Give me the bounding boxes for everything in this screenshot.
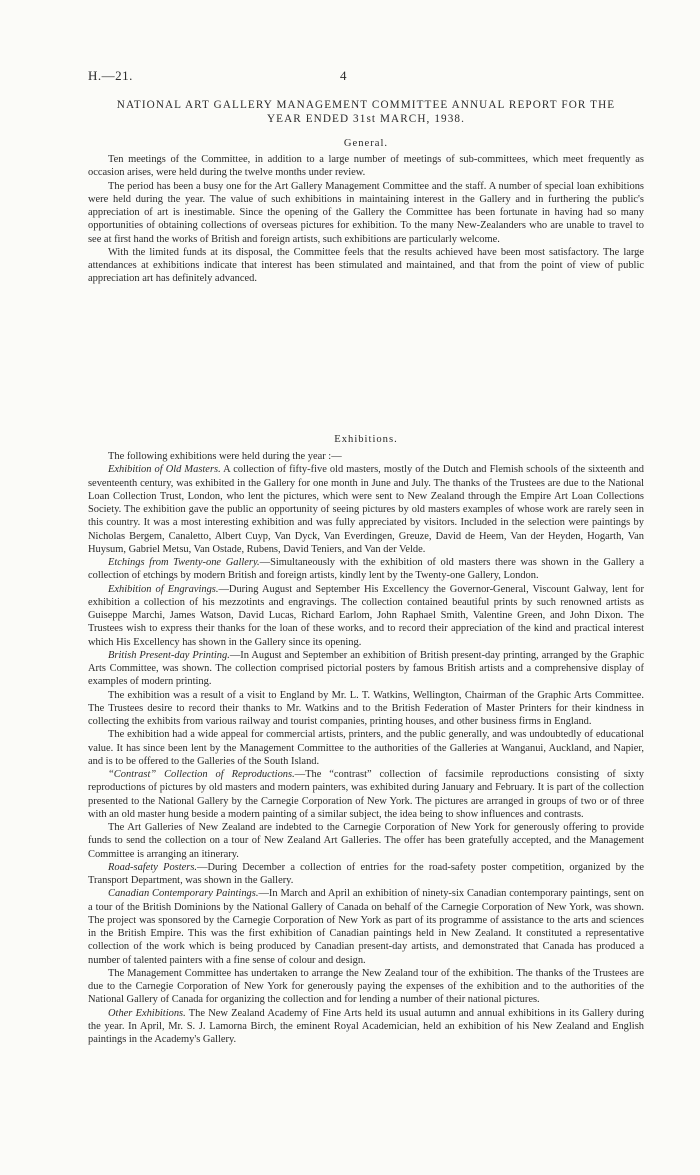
page-reference: H.—21.: [88, 68, 133, 83]
paragraph-text: —The “contrast” collection of facsimile reproductions consisting of sixty reproductions of pictures by old masters and modern painters, was exhibited during January and February. It is part of the collection presented to the National Gallery by the Carnegie Corporation of New York. The pictures are arranged in groups of two or of three with an old master hung beside a modern painting of a similar subject, the idea being to show influences and contrasts.: [88, 769, 644, 820]
paragraph-lead: “Contrast” Collection of Reproductions.: [108, 769, 295, 780]
paragraph-lead: Etchings from Twenty-one Gallery.: [108, 557, 260, 568]
paragraph: [88, 450, 644, 463]
paragraph-lead: Exhibition of Engravings.: [108, 583, 219, 595]
paragraph-lead: Road-safety Posters.: [108, 861, 197, 873]
paragraph: [88, 556, 644, 583]
general-section: [88, 153, 644, 286]
paragraph-text: —During August and September His Excellency the Governor-General, Viscount Galway, lent for exhibition a collection of his mezzotints and engravings. The collection contained beautiful prints by such renowned artists as Guiseppe Marchi, James Watson, David Lucas, Richard Earlom, John Raphael Smith, Valentine Green, and John Dixon. The Trustees wish to express their thanks for the loan of these works, and to record their appreciation of the kind and practical interest which His Excellency has shown in the Gallery since its opening.: [88, 583, 645, 648]
page-number: 4: [340, 68, 347, 83]
exhibitions-section: [88, 450, 644, 1046]
paragraph-text: The Art Galleries of New Zealand are indebted to the Carnegie Corporation of New York for generously offering to provide funds to send the collection on a tour of New Zealand Art Galleries. The offer has been gratefully accepted, and the Management Committee is arranging an itinerary.: [88, 822, 644, 860]
paragraph: Ten meetings of the Committee, in addition to a large number of meetings of sub-committees, which meet frequently as occasion arises, were held during the twelve months under review.: [88, 154, 644, 179]
report-title-line-2: YEAR ENDED 31st MARCH, 1938.: [267, 113, 465, 125]
paragraph: [88, 649, 644, 689]
paragraph: [88, 887, 644, 967]
paragraph: [88, 768, 644, 821]
paragraph-text: —Simultaneously with the exhibition of old masters there was shown in the Gallery a collection of etchings by modern British and foreign artists, kindly lent by the Twenty-one Gallery, London.: [88, 557, 645, 582]
paragraph: [88, 1007, 644, 1047]
paragraph-text: —During December a collection of entries for the road-safety poster competition, organized by the Transport Department, was shown in the Gallery.: [88, 861, 644, 886]
paragraph: [88, 463, 644, 556]
paragraph-text: The exhibition had a wide appeal for commercial artists, printers, and the public generally, and was undoubtedly of educational value. It has since been lent by the Management Committee to the authorities of the Galleries at Wanganui, Auckland, and Napier, and is to be offered to the Galleries of the South Island.: [88, 729, 644, 767]
paragraph-lead: Canadian Contemporary Paintings.: [108, 888, 259, 900]
report-title: [88, 98, 644, 126]
paragraph-text: The New Zealand Academy of Fine Arts held its usual autumn and annual exhibitions in its Gallery during the year. In April, Mr. S. J. Lamorna Birch, the eminent Royal Academician, held an exhibition of his New Zealand and English paintings in the Academy's Gallery.: [88, 1007, 644, 1045]
paragraph: [88, 821, 644, 861]
paragraph-lead: Exhibition of Old Masters.: [108, 464, 221, 476]
section-heading-exhibitions: Exhibitions.: [334, 434, 398, 445]
paragraph-text: The Management Committee has undertaken to arrange the New Zealand tour of the exhibition. The thanks of the Trustees are due to the Carnegie Corporation of New York for generously paying the expenses of the exhibition and to the authorities of the National Gallery of Canada for organizing the collection and for lending a number of their national pictures.: [88, 967, 644, 1006]
paragraph-lead: Other Exhibitions.: [108, 1007, 186, 1019]
paragraph-text: —In August and September an exhibition of British present-day printing, arranged by the Graphic Arts Committee, was shown. The collection comprised pictorial posters by famous British artists and a comprehensive display of examples of modern printing.: [88, 649, 644, 688]
paragraph: [88, 689, 644, 729]
paragraph: [88, 728, 644, 768]
paragraph-text: —In March and April an exhibition of ninety-six Canadian contemporary paintings, sent on a tour of the British Dominions by the National Gallery of Canada on behalf of the Carnegie Corporation of New York, was shown. The project was sponsored by the Carnegie Corporation of New York as part of its programme of assistance to the arts and sciences in the British Empire. This was the first exhibition of Canadian paintings held in New Zealand. It constituted a representative collection of the work which is being produced by Canadian present-day artists, and demonstrated that Canada has produced a number of talented painters with a fine sense of colour and design.: [88, 888, 644, 966]
paragraph-text: A collection of fifty-five old masters, mostly of the Dutch and Flemish schools of the sixteenth and seventeenth century, was exhibited in the Gallery for one month in June and July. The thanks of the Trustees are due to the National Loan Collection Trust, London, who lent the pictures, which were sent to New Zealand through the Empire Art Loan Collections Society. The exhibition gave the public an opportunity of seeing pictures by old masters examples of whose work are rarely seen in this country. It was a most interesting exhibition and was fully appreciated by visitors. Included in the selection were paintings by Nicholas Bergem, Canaletto, Albert Cuyp, Van Dyck, Van Everdingen, Greuze, David de Heem, Van der Heyden, Hogarth, Van Huysum, Gabriel Metsu, Van Ostade, Rubens, David Teniers, and Van der Velde.: [88, 464, 645, 555]
paragraph-text: The exhibition was a result of a visit to England by Mr. L. T. Watkins, Wellington, Chairman of the Graphic Arts Committee. The Trustees desire to record their thanks to Mr. Watkins and to the British Federation of Master Printers for their kindness in collecting the exhibits from various railway and tourist companies, printing houses, and other business firms in England.: [88, 689, 644, 727]
paragraph: [88, 583, 644, 649]
paragraph-text: The following exhibitions were held during the year :—: [108, 451, 342, 462]
report-title-line-1: NATIONAL ART GALLERY MANAGEMENT COMMITTEE ANNUAL REPORT FOR THE: [116, 99, 616, 111]
section-heading-general: General.: [343, 138, 389, 149]
paragraph: [88, 967, 644, 1007]
paragraph: With the limited funds at its disposal, the Committee feels that the results achieved have been most satisfactory. The large attendances at exhibitions indicate that interest has been stimulated and maintained, and that from the point of view of public appreciation art has definitely advanced.: [88, 246, 644, 285]
paragraph: [88, 861, 644, 888]
paragraph-lead: British Present-day Printing.: [108, 649, 230, 661]
paragraph: The period has been a busy one for the Art Gallery Management Committee and the staff. A number of special loan exhibitions were held during the year. The value of such exhibitions in maintaining interest in the Gallery and in furthering the public's appreciation of art is inestimable. Since the opening of the Gallery the Committee has been fortunate in having had so many opportunities of obtaining collections of overseas pictures for exhibition. To the many New-Zealanders who are unable to travel to see at first hand the works of British and foreign artists, such exhibitions are particularly welcome.: [88, 180, 644, 245]
